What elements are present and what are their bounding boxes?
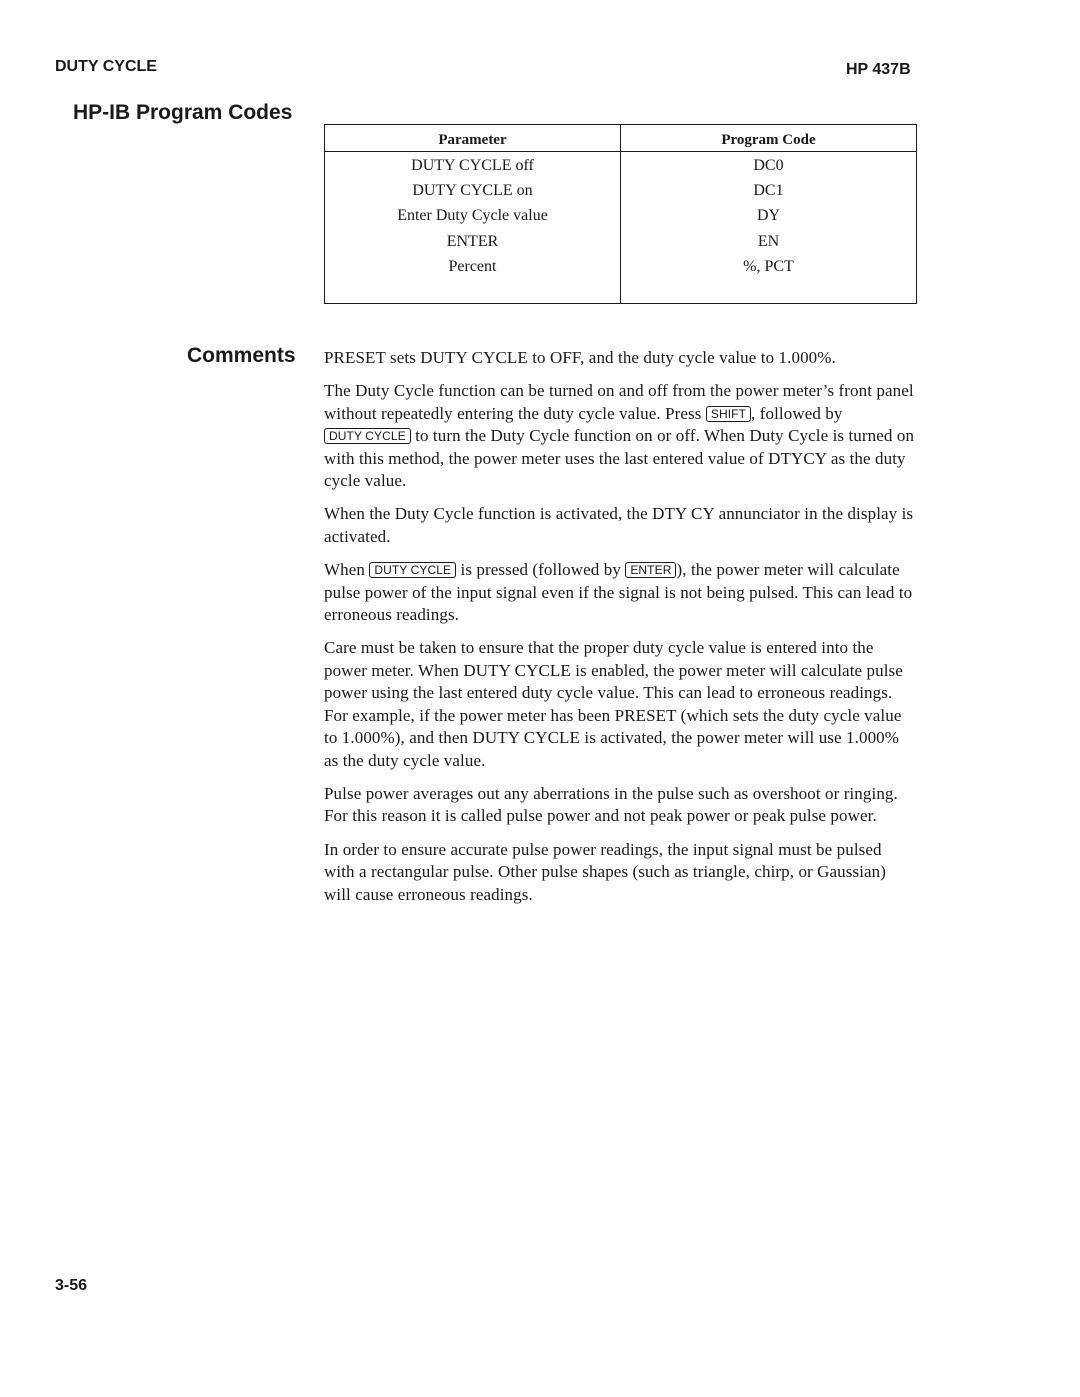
table-cell-parameter: DUTY CYCLE off [411,157,534,174]
paragraph-text: ), the power meter will calculate pulse power of the input signal even if the signal is not being pulsed. This can lead to erroneous readings. [324,560,913,625]
paragraph-text: is pressed (followed by [456,560,626,580]
comments-body [324,347,916,917]
duty-cycle-key-label: DUTY CYCLE [324,428,411,444]
comments-heading: Comments [187,344,296,367]
table-cell-code: %, PCT [743,257,794,275]
program-code-column [621,125,916,279]
comment-paragraph-pulse-power [324,559,916,626]
table-cell-code: EN [757,232,780,250]
shift-key-label: SHIFT [706,406,751,422]
comment-paragraph-annunciator: When the Duty Cycle function is activated, the DTY CY annunciator in the display is activated. [324,504,914,546]
duty-cycle-key-label: DUTY CYCLE [369,562,456,578]
program-code-header: Program Code [721,132,816,148]
comment-paragraph-averages: Pulse power averages out any aberrations in the pulse such as overshoot or ringing. For this reason it is called pulse power and not peak power or peak pulse power. [324,783,898,826]
table-cell-parameter: ENTER [446,232,499,250]
table-cell-parameter: Enter Duty Cycle value [397,207,548,225]
enter-key-label: ENTER [625,562,676,578]
running-header-model: HP 437B [846,61,911,78]
comment-paragraph-front-panel [324,380,916,492]
running-header-title: DUTY CYCLE [55,58,157,75]
parameter-header: Parameter [438,132,507,148]
page-number: 3-56 [55,1277,88,1294]
parameter-column [325,125,620,279]
table-cell-parameter: Percent [448,257,497,275]
table-cell-parameter: DUTY CYCLE on [412,182,533,200]
program-codes-heading: HP-IB Program Codes [73,101,293,124]
paragraph-text: When [324,560,370,580]
table-cell-code: DY [756,207,781,225]
table-cell-code: DC1 [753,182,784,200]
comment-paragraph-preset: PRESET sets DUTY CYCLE to OFF, and the duty cycle value to 1.000%. [324,348,836,367]
table-cell-code: DC0 [753,157,784,174]
comment-paragraph-rectangular: In order to ensure accurate pulse power readings, the input signal must be pulsed with a rectangular pulse. Other pulse shapes (such as triangle, chirp, or Gaussian) will cause erroneous readings. [324,839,887,904]
paragraph-text: The Duty Cycle function can be turned on and off from the power meter’s front panel without repeatedly entering the duty cycle value. Press [324,381,914,423]
comment-paragraph-caution: Care must be taken to ensure that the proper duty cycle value is entered into the power meter. When DUTY CYCLE is enabled, the power meter will calculate pulse power using the last entered duty cycle value. This can lead to erroneous readings. For example, if the power meter has been PRESET (which sets the duty cycle value to 1.000%), and then DUTY CYCLE is activated, the power meter will use 1.000% as the duty cycle value. [324,638,903,770]
paragraph-text: to turn the Duty Cycle function on or off. When Duty Cycle is turned on with this method, the power meter uses the last entered value of DTYCY as the duty cycle value. [324,426,915,491]
paragraph-text: , followed by [751,403,843,423]
program-codes-table [324,124,917,304]
